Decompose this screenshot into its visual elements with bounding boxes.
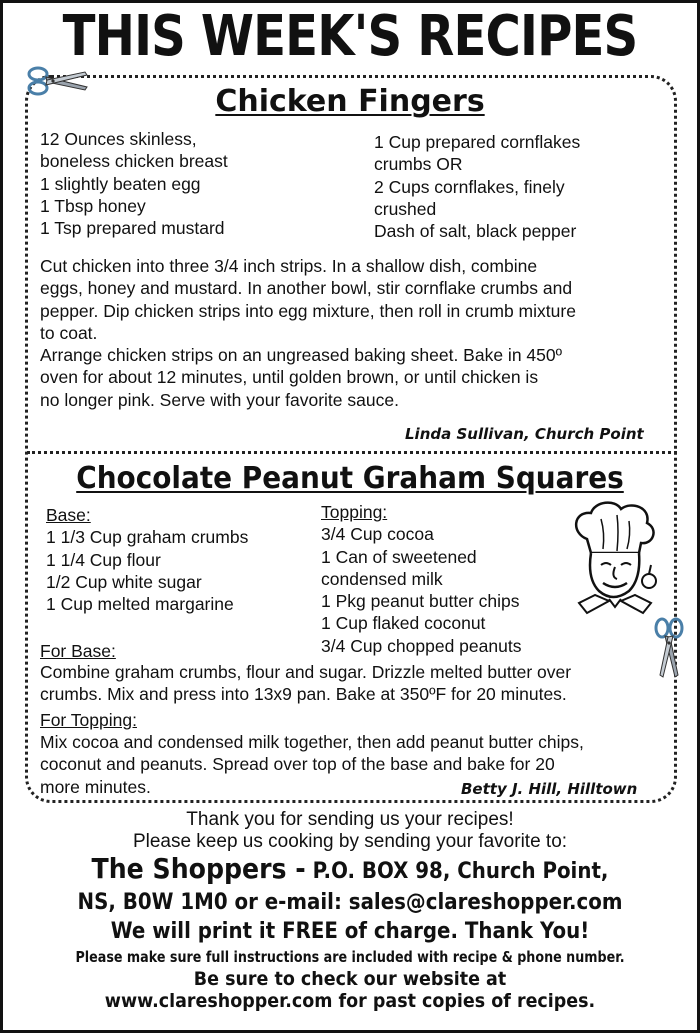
direction-line: no longer pink. Serve with your favorite sauce. <box>40 389 399 410</box>
footer-website: www.clareshopper.com for past copies of recipes. <box>104 990 596 1012</box>
ingredient: 1 Tsp prepared mustard <box>40 218 225 239</box>
direction-line: oven for about 12 minutes, until golden brown, or until chicken is <box>40 367 539 388</box>
footer-keep-cooking: Please keep us cooking by sending your favorite to: <box>132 831 568 852</box>
footer-check-website: Be sure to check our website at <box>193 968 507 990</box>
ingredients-left <box>40 128 228 239</box>
ingredient: crumbs OR <box>374 154 463 175</box>
direction-line: Cut chicken into three 3/4 inch strips. In a shallow dish, combine <box>40 256 538 276</box>
ingredient: 1 1/3 Cup graham crumbs <box>46 527 249 548</box>
base-ingredients <box>46 504 248 615</box>
ingredient: 12 Ounces skinless, <box>40 129 197 149</box>
ingredient: 1/2 Cup white sugar <box>46 571 202 592</box>
footer-address-line <box>38 853 663 888</box>
for-base-text <box>40 661 680 706</box>
direction-line: to coat. <box>40 322 98 343</box>
footer-free: We will print it FREE of charge. Thank You! <box>110 919 590 944</box>
ingredient: 3/4 Cup cocoa <box>321 524 434 545</box>
direction-line: Combine graham crumbs, flour and sugar. Drizzle melted butter over <box>40 662 572 682</box>
shoppers-name: The Shoppers - <box>91 852 306 885</box>
chef-illustration <box>565 499 663 621</box>
direction-line: Mix cocoa and condensed milk together, then add peanut butter chips, <box>40 732 584 752</box>
direction-line: Arrange chicken strips on an ungreased baking sheet. Bake in 450º <box>40 345 563 366</box>
direction-line: crumbs. Mix and press into 13x9 pan. Bake at 350ºF for 20 minutes. <box>40 684 567 705</box>
recipe-credit: Linda Sullivan, Church Point <box>405 425 644 443</box>
direction-line: more minutes. <box>40 776 151 797</box>
direction-line: eggs, honey and mustard. In another bowl, stir cornflake crumbs and <box>40 278 573 299</box>
topping-heading: Topping: <box>321 502 388 522</box>
page-title: THIS WEEK'S RECIPES <box>62 4 638 69</box>
ingredient: 1 Cup melted margarine <box>46 594 234 615</box>
ingredient: 1 Can of sweetened <box>321 546 477 567</box>
base-heading: Base: <box>46 505 91 525</box>
ingredient: condensed milk <box>321 568 443 589</box>
for-base-heading: For Base: <box>40 641 116 661</box>
recipe-credit: Betty J. Hill, Hilltown <box>461 780 638 798</box>
ingredient: 3/4 Cup chopped peanuts <box>321 635 522 656</box>
address-2: NS, B0W 1M0 or e-mail: sales@clareshopper.com <box>77 890 623 915</box>
ingredient: 1 Cup flaked coconut <box>321 613 486 634</box>
footer-thanks: Thank you for sending us your recipes! <box>186 809 514 830</box>
ingredient: crushed <box>374 198 437 219</box>
ingredient: Dash of salt, black pepper <box>374 221 577 242</box>
address-1: P.O. BOX 98, Church Point, <box>312 859 609 884</box>
for-topping-heading: For Topping: <box>40 710 137 730</box>
ingredient: 2 Cups cornflakes, finely <box>374 176 565 197</box>
ingredient: 1 Cup prepared cornflakes <box>374 132 581 152</box>
ingredient: boneless chicken breast <box>40 151 228 172</box>
direction-line: pepper. Dip chicken strips into egg mixture, then roll in crumb mixture <box>40 300 576 321</box>
ingredient: 1 Pkg peanut butter chips <box>321 591 520 612</box>
ingredient: 1 Tbsp honey <box>40 195 146 216</box>
directions <box>40 255 680 411</box>
recipe-title-chicken-fingers: Chicken Fingers <box>215 84 485 119</box>
ingredient: 1 1/4 Cup flour <box>46 549 161 570</box>
ingredient: 1 slightly beaten egg <box>40 173 201 194</box>
recipe-divider <box>27 451 677 454</box>
ingredients-right <box>374 131 580 242</box>
for-topping-section <box>40 709 680 731</box>
footer-note: Please make sure full instructions are included with recipe & phone number. <box>75 948 625 966</box>
footer <box>3 809 697 1012</box>
recipe-title-graham-squares: Chocolate Peanut Graham Squares <box>76 461 624 496</box>
direction-line: coconut and peanuts. Spread over top of the base and bake for 20 <box>40 754 555 775</box>
topping-ingredients <box>321 501 521 657</box>
for-base-section <box>40 640 680 662</box>
